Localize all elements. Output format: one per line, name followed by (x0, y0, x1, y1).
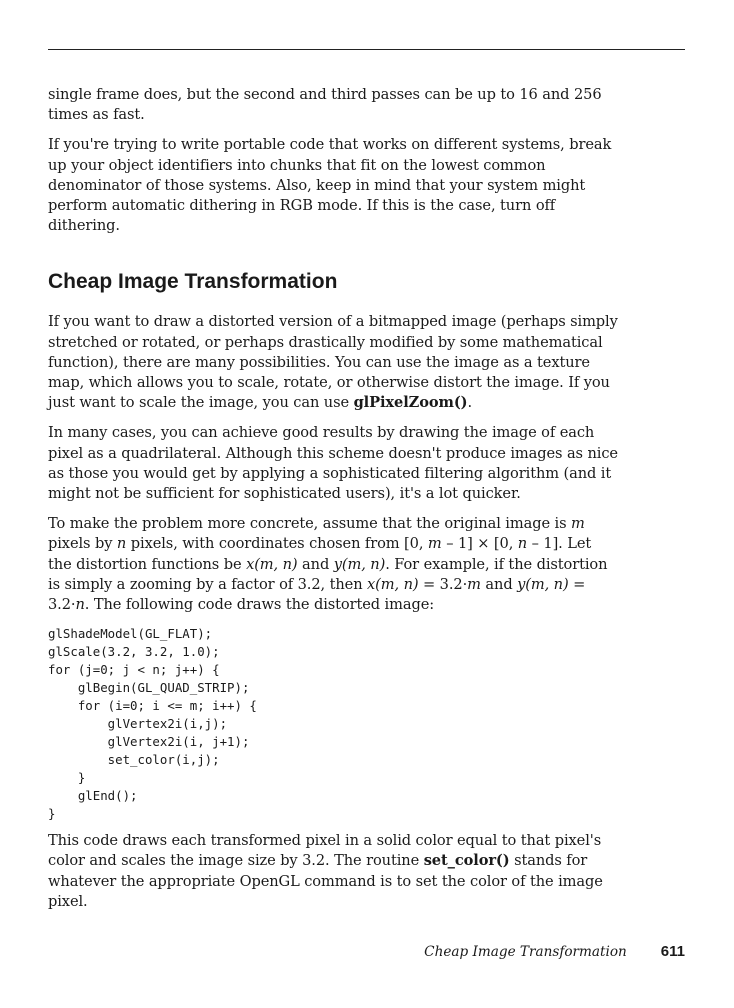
text-run: – 1]. Let the distortion functions be (48, 535, 592, 573)
section-paragraph-4 (48, 831, 618, 912)
function-name: glPixelZoom() (353, 394, 468, 412)
text-run: and (480, 575, 518, 593)
header-rule (48, 49, 685, 50)
text-run: This code draws each transformed pixel in a solid color equal to that pixel's color and scales the image size by 3.2. The routine (48, 832, 602, 870)
math-var: n (75, 596, 85, 614)
page-number: 611 (660, 943, 685, 960)
text-run: pixels by (48, 535, 117, 553)
text-run: – 1] × [0, (441, 535, 518, 553)
intro-paragraph-2: If you're trying to write portable code that works on different systems, break up your object identifiers into chunks that fit on the lowest common denominator of those systems. Also, keep in mind that your system might perform automatic dithering in RGB mode. If this is the case, turn off dithering. (48, 136, 612, 235)
text-run: . The following code draws the distorted image: (84, 596, 435, 614)
math-var: n (517, 535, 528, 553)
math-expression: y(m, n) (517, 575, 569, 593)
text-run: stands for whatever the appropriate OpenGL command is to set the color of the image pixel. (48, 852, 603, 910)
math-var: n (116, 535, 127, 553)
function-name: set_color() (423, 852, 510, 870)
section-paragraph-3 (48, 514, 618, 615)
math-var: m (427, 535, 442, 553)
intro-paragraph-1: single frame does, but the second and third passes can be up to 16 and 256 times as fast. (48, 86, 602, 124)
page-footer (424, 943, 685, 960)
math-var: m (571, 515, 585, 533)
section-paragraph-2: In many cases, you can achieve good results by drawing the image of each pixel as a quadrilateral. Although this scheme doesn't produce images as nice as those you would get by applying a sophisticated filtering algorithm (and it might not be sufficient for sophisticated users), it's a lot quicker. (48, 424, 618, 503)
text-run: = 3.2· (48, 575, 586, 614)
code-listing: glShadeModel(GL_FLAT); glScale(3.2, 3.2, 1.0); for (j=0; j < n; j++) { glBegin(GL_QUAD_STRIP); for (i=0; i <= m; i++) { glVertex2i(i,j); glVertex2i(i, j+1); set_color(i,j); } glEnd(); } (48, 626, 257, 822)
text-run: = 3.2· (418, 575, 468, 593)
text-run: and (297, 555, 334, 573)
section-heading: Cheap Image Transformation (48, 270, 338, 294)
page-body (48, 85, 618, 922)
running-footer-title: Cheap Image Transformation (424, 944, 627, 960)
paragraph-end: . (467, 394, 472, 412)
math-expression: x(m, n) (246, 555, 298, 573)
text-run: To make the problem more concrete, assume that the original image is (48, 515, 572, 533)
paragraph-text: If you want to draw a distorted version of a bitmapped image (perhaps simply stretched or rotated, or perhaps drastically modified by some mathematical function), there are many possibilities. You can use the image as a texture map, which allows you to scale, rotate, or otherwise distort the image. If you just want to scale the image, you can use (48, 313, 618, 412)
text-run: pixels, with coordinates chosen from [0, (126, 535, 428, 553)
text-run: . For example, if the distortion is simply a zooming by a factor of 3.2, then (48, 555, 608, 593)
math-expression: y(m, n) (333, 555, 386, 573)
math-expression: x(m, n) (367, 575, 419, 593)
section-paragraph-1 (48, 312, 618, 413)
math-var: m (467, 575, 481, 593)
